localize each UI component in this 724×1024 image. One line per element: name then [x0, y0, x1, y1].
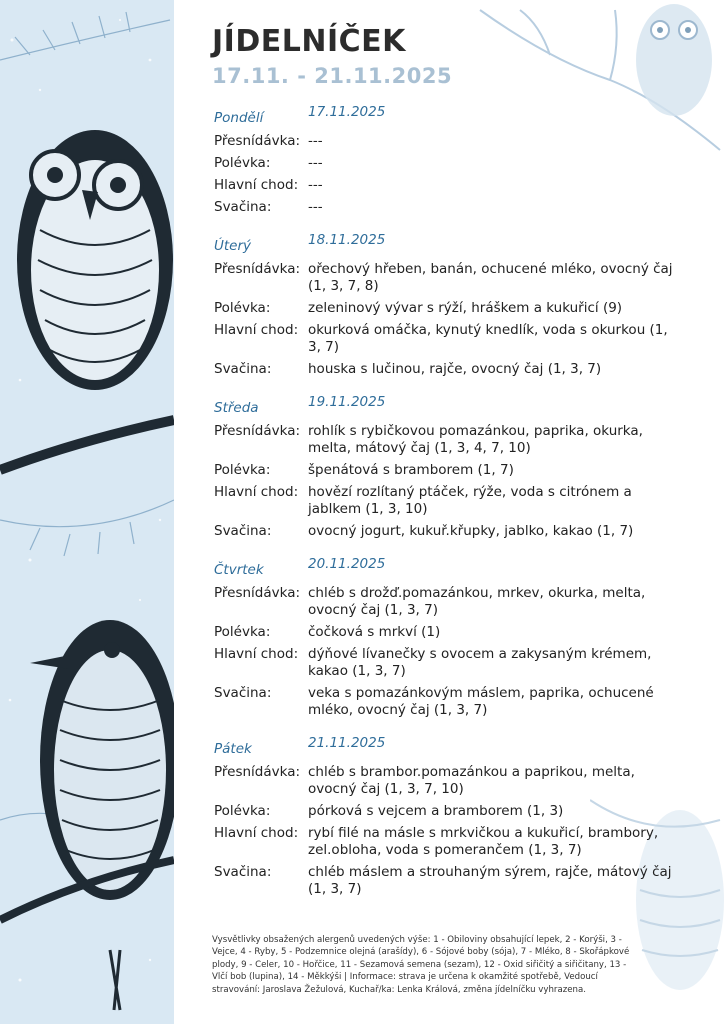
day-name: Středa [214, 400, 259, 416]
meal-label: Hlavní chod: [214, 322, 299, 338]
meal-value: chléb s brambor.pomazánkou a paprikou, melta, ovocný čaj (1, 3, 7, 10) [308, 764, 635, 797]
meal-label: Přesnídávka: [214, 133, 301, 149]
meal-row [214, 764, 684, 798]
meal-value: ořechový hřeben, banán, ochucené mléko, ovocný čaj (1, 3, 7, 8) [308, 261, 673, 294]
meal-value: pórková s vejcem a bramborem (1, 3) [308, 803, 564, 819]
meal-row [214, 300, 684, 317]
meal-row [214, 864, 684, 898]
meal-value: --- [308, 155, 323, 171]
meal-label: Hlavní chod: [214, 177, 299, 193]
page-title: JÍDELNÍČEK [212, 24, 406, 59]
day-date: 20.11.2025 [308, 556, 386, 572]
weekly-menu [214, 104, 684, 914]
meal-value: čočková s mrkví (1) [308, 624, 441, 640]
meal-label: Polévka: [214, 155, 271, 171]
day-block [214, 232, 684, 378]
meal-label: Hlavní chod: [214, 484, 299, 500]
meal-value: veka s pomazánkovým máslem, paprika, ochucené mléko, ovocný čaj (1, 3, 7) [308, 685, 654, 718]
meal-value: chléb s drožď.pomazánkou, mrkev, okurka, melta, ovocný čaj (1, 3, 7) [308, 585, 646, 618]
meal-label: Polévka: [214, 624, 271, 640]
date-range: 17.11. - 21.11.2025 [212, 64, 453, 88]
left-decor-panel [0, 0, 174, 1024]
meal-row [214, 803, 684, 820]
meal-value: hovězí rozlítaný ptáček, rýže, voda s citrónem a jablkem (1, 3, 10) [308, 484, 632, 517]
meal-label: Polévka: [214, 803, 271, 819]
day-name: Úterý [214, 238, 252, 254]
meal-value: zeleninový vývar s rýží, hráškem a kukuřicí (9) [308, 300, 623, 316]
meal-value: --- [308, 177, 323, 193]
meal-row [214, 199, 684, 216]
meal-label: Hlavní chod: [214, 825, 299, 841]
day-date: 17.11.2025 [308, 104, 386, 120]
meal-row [214, 624, 684, 641]
meal-label: Přesnídávka: [214, 585, 301, 601]
meal-value: rybí filé na másle s mrkvičkou a kukuřicí, brambory, zel.obloha, voda s pomerančem (1, 3, 7) [308, 825, 659, 858]
meal-label: Přesnídávka: [214, 764, 301, 780]
meal-label: Přesnídávka: [214, 261, 301, 277]
allergen-footnote: Vysvětlivky obsažených alergenů uvedených výše: 1 - Obiloviny obsahující lepek, 2 - Korýši, 3 - Vejce, 4 - Ryby, 5 - Podzemnice olejná (arašídy), 6 - Sójové boby (sója), 7 - Mléko, 8 - Skořápkové plody, 9 - Celer, 10 - Hořčice, 11 - Sezamová semena (sezam), 12 - Oxid siřičitý a siřičitany, 13 - Vlčí bob (lupina), 14 - Měkkýši | Informace: strava je určena k okamžité spotřebě, Vedoucí stravování: Jaroslava Žežulová, Kuchař/ka: Lenka Králová, změna jídelníčku vyhrazena. [212, 935, 630, 995]
day-name: Čtvrtek [214, 562, 264, 578]
day-block [214, 104, 684, 216]
meal-row [214, 523, 684, 540]
meal-value: --- [308, 199, 323, 215]
meal-label: Přesnídávka: [214, 423, 301, 439]
meal-row [214, 423, 684, 457]
meal-value: špenátová s bramborem (1, 7) [308, 462, 514, 478]
meal-value: okurková omáčka, kynutý knedlík, voda s okurkou (1, 3, 7) [308, 322, 668, 355]
meal-value: ovocný jogurt, kukuř.křupky, jablko, kakao (1, 7) [308, 523, 634, 539]
meal-row [214, 462, 684, 479]
meal-row [214, 177, 684, 194]
owl-illustration [0, 0, 174, 1024]
meal-label: Svačina: [214, 523, 272, 539]
meal-label: Svačina: [214, 199, 272, 215]
meal-row [214, 361, 684, 378]
meal-row [214, 685, 684, 719]
meal-row [214, 585, 684, 619]
meal-label: Polévka: [214, 462, 271, 478]
meal-row [214, 133, 684, 150]
meal-value: dýňové lívanečky s ovocem a zakysaným krémem, kakao (1, 3, 7) [308, 646, 652, 679]
meal-label: Svačina: [214, 864, 272, 880]
meal-label: Svačina: [214, 361, 272, 377]
meal-row [214, 322, 684, 356]
meal-row [214, 484, 684, 518]
meal-row [214, 646, 684, 680]
day-block [214, 394, 684, 540]
meal-value: houska s lučinou, rajče, ovocný čaj (1, 3, 7) [308, 361, 602, 377]
day-name: Pondělí [214, 110, 264, 126]
day-block [214, 556, 684, 719]
meal-row [214, 155, 684, 172]
meal-row [214, 261, 684, 295]
meal-value: rohlík s rybičkovou pomazánkou, paprika, okurka, melta, mátový čaj (1, 3, 4, 7, 10) [308, 423, 643, 456]
meal-label: Hlavní chod: [214, 646, 299, 662]
meal-value: chléb máslem a strouhaným sýrem, rajče, mátový čaj (1, 3, 7) [308, 864, 672, 897]
day-date: 21.11.2025 [308, 735, 386, 751]
meal-label: Svačina: [214, 685, 272, 701]
day-name: Pátek [214, 741, 252, 757]
meal-value: --- [308, 133, 323, 149]
meal-label: Polévka: [214, 300, 271, 316]
day-block [214, 735, 684, 898]
day-date: 18.11.2025 [308, 232, 386, 248]
day-date: 19.11.2025 [308, 394, 386, 410]
meal-row [214, 825, 684, 859]
